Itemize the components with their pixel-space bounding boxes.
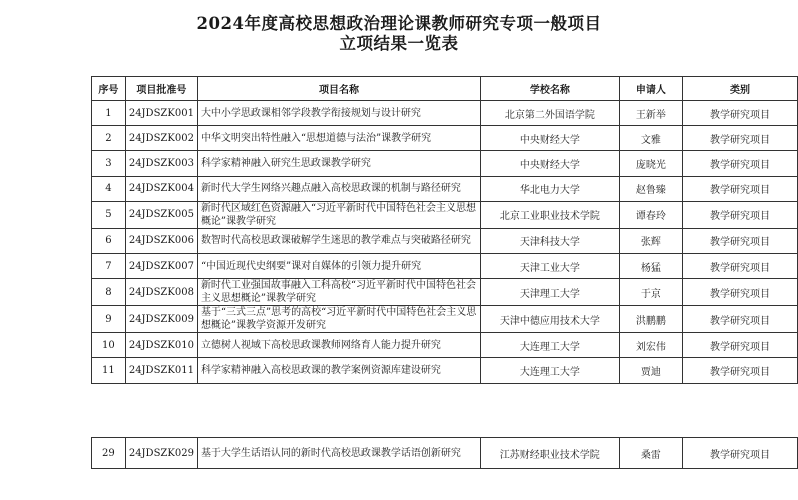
row-code: 24JDSZK005 xyxy=(125,201,197,228)
row-applicant: 刘宏伟 xyxy=(619,333,682,358)
row-no: 29 xyxy=(92,438,126,469)
row-applicant: 贾迪 xyxy=(619,358,682,383)
row-school: 江苏财经职业技术学院 xyxy=(480,438,619,469)
header-code: 项目批准号 xyxy=(125,77,197,101)
table-row xyxy=(92,358,798,383)
row-code: 24JDSZK009 xyxy=(125,306,197,333)
document-subtitle: 立项结果一览表 xyxy=(339,34,459,53)
row-code: 24JDSZK010 xyxy=(125,333,197,358)
row-project-name: 新时代大学生网络兴趣点融入高校思政课的机制与路径研究 xyxy=(197,176,480,201)
row-code: 24JDSZK006 xyxy=(125,228,197,253)
row-school: 天津科技大学 xyxy=(481,228,620,253)
row-category: 教学研究项目 xyxy=(683,201,798,228)
row-applicant: 洪鹏鹏 xyxy=(619,306,682,333)
row-category: 教学研究项目 xyxy=(683,333,798,358)
row-category: 教学研究项目 xyxy=(683,228,798,253)
row-school: 北京第二外国语学院 xyxy=(481,101,620,126)
table-row xyxy=(92,176,798,201)
row-project-name: 数智时代高校思政课破解学生迷思的教学难点与突破路径研究 xyxy=(197,228,480,253)
row-project-name: 大中小学思政课相邻学段教学衔接规划与设计研究 xyxy=(197,101,480,126)
row-category: 教学研究项目 xyxy=(683,126,798,151)
table-row xyxy=(92,151,798,176)
document-title: 2024年度高校思想政治理论课教师研究专项一般项目 xyxy=(196,14,602,33)
row-project-name: 基于“三式三点”思考的高校“习近平新时代中国特色社会主义思想概论”课教学资源开发研究 xyxy=(197,306,480,333)
row-school: 中央财经大学 xyxy=(481,151,620,176)
row-no: 8 xyxy=(92,279,126,306)
row-school: 北京工业职业技术学院 xyxy=(481,201,620,228)
header-project-name: 项目名称 xyxy=(197,77,480,101)
row-applicant: 王新举 xyxy=(619,101,682,126)
row-school: 天津理工大学 xyxy=(481,279,620,306)
row-category: 教学研究项目 xyxy=(683,438,798,469)
row-no: 2 xyxy=(92,126,126,151)
row-code: 24JDSZK004 xyxy=(125,176,197,201)
row-code: 24JDSZK001 xyxy=(125,101,197,126)
header-category: 类别 xyxy=(683,77,798,101)
table-row xyxy=(92,253,798,278)
row-applicant: 杨猛 xyxy=(619,253,682,278)
row-code: 24JDSZK002 xyxy=(125,126,197,151)
results-table-continued xyxy=(91,437,798,469)
row-applicant: 文雅 xyxy=(619,126,682,151)
table-header-row xyxy=(92,77,798,101)
row-applicant: 张辉 xyxy=(619,228,682,253)
row-project-name: 中华文明突出特性融入“思想道德与法治”课教学研究 xyxy=(197,126,480,151)
row-school: 天津中德应用技术大学 xyxy=(481,306,620,333)
row-code: 24JDSZK008 xyxy=(125,279,197,306)
row-no: 10 xyxy=(92,333,126,358)
row-applicant: 于京 xyxy=(619,279,682,306)
table-row xyxy=(92,279,798,306)
table-row xyxy=(92,306,798,333)
row-category: 教学研究项目 xyxy=(683,306,798,333)
row-code: 24JDSZK007 xyxy=(125,253,197,278)
row-no: 11 xyxy=(92,358,126,383)
row-project-name: 新时代工业强国故事融入工科高校“习近平新时代中国特色社会主义思想概论”课教学研究 xyxy=(197,279,480,306)
row-school: 华北电力大学 xyxy=(481,176,620,201)
header-no: 序号 xyxy=(92,77,126,101)
row-category: 教学研究项目 xyxy=(683,101,798,126)
table-row xyxy=(92,101,798,126)
results-table xyxy=(91,76,798,384)
row-project-name: “中国近现代史纲要”课对自媒体的引领力提升研究 xyxy=(197,253,480,278)
header-school: 学校名称 xyxy=(481,77,620,101)
row-no: 4 xyxy=(92,176,126,201)
row-code: 24JDSZK003 xyxy=(125,151,197,176)
row-no: 5 xyxy=(92,201,126,228)
row-code: 24JDSZK011 xyxy=(125,358,197,383)
row-no: 7 xyxy=(92,253,126,278)
table-row xyxy=(92,228,798,253)
table-row xyxy=(92,201,798,228)
row-category: 教学研究项目 xyxy=(683,151,798,176)
row-school: 中央财经大学 xyxy=(481,126,620,151)
row-project-name: 科学家精神融入高校思政课的教学案例资源库建设研究 xyxy=(197,358,480,383)
row-project-name: 基于大学生话语认同的新时代高校思政课教学话语创新研究 xyxy=(197,438,480,469)
row-applicant: 桑雷 xyxy=(619,438,682,469)
row-no: 3 xyxy=(92,151,126,176)
row-applicant: 谭春玲 xyxy=(619,201,682,228)
table-row xyxy=(92,438,798,469)
row-project-name: 科学家精神融入研究生思政课教学研究 xyxy=(197,151,480,176)
row-applicant: 庞晓光 xyxy=(619,151,682,176)
row-project-name: 新时代区域红色资源融入“习近平新时代中国特色社会主义思想概论”课教学研究 xyxy=(197,201,480,228)
row-applicant: 赵鲁臻 xyxy=(619,176,682,201)
table-row xyxy=(92,333,798,358)
row-category: 教学研究项目 xyxy=(683,358,798,383)
row-project-name: 立德树人视域下高校思政课教师网络育人能力提升研究 xyxy=(197,333,480,358)
row-school: 大连理工大学 xyxy=(481,358,620,383)
row-no: 1 xyxy=(92,101,126,126)
table-row xyxy=(92,126,798,151)
header-applicant: 申请人 xyxy=(619,77,682,101)
row-category: 教学研究项目 xyxy=(683,253,798,278)
row-no: 6 xyxy=(92,228,126,253)
row-code: 24JDSZK029 xyxy=(125,438,197,469)
row-category: 教学研究项目 xyxy=(683,279,798,306)
row-school: 大连理工大学 xyxy=(481,333,620,358)
row-school: 天津工业大学 xyxy=(481,253,620,278)
row-no: 9 xyxy=(92,306,126,333)
row-category: 教学研究项目 xyxy=(683,176,798,201)
